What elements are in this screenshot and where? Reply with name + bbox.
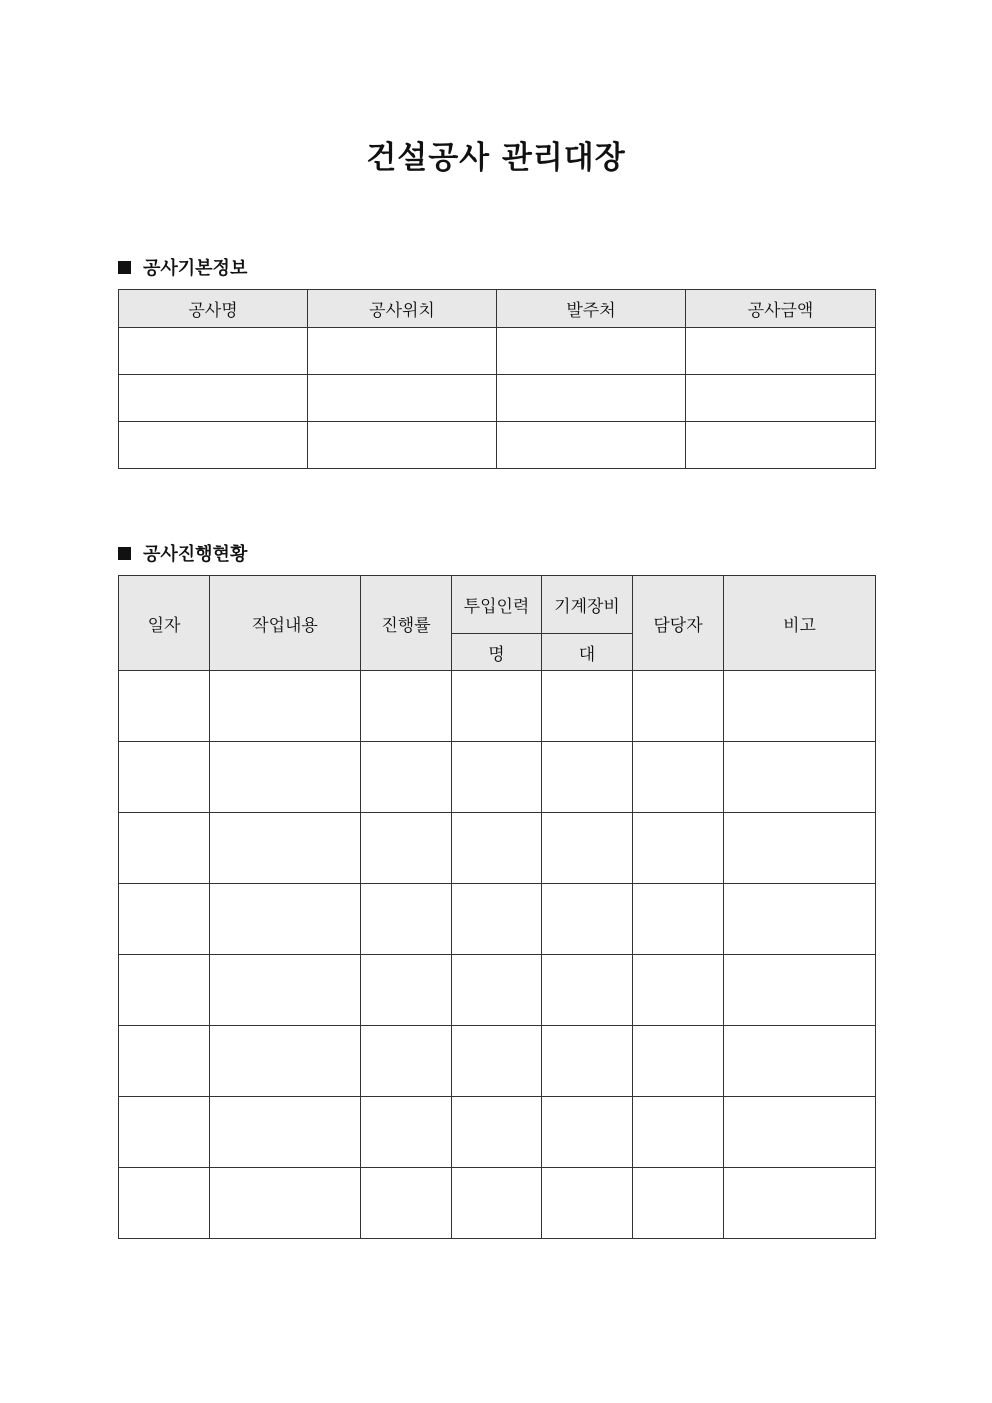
equipment-cell[interactable]: [542, 1168, 633, 1239]
header-project-location: 공사위치: [308, 290, 497, 328]
equipment-cell[interactable]: [542, 671, 633, 742]
note-cell[interactable]: [724, 1097, 876, 1168]
labor-cell[interactable]: [452, 671, 542, 742]
project-name-cell[interactable]: [119, 375, 308, 422]
progress-rate-cell[interactable]: [361, 813, 452, 884]
header-equipment-unit: 대: [542, 634, 633, 671]
section-heading-basic-info: [118, 254, 247, 280]
header-work-content: 작업내용: [210, 576, 361, 671]
note-cell[interactable]: [724, 884, 876, 955]
header-manager: 담당자: [633, 576, 724, 671]
table-row: [119, 955, 876, 1026]
work-content-cell[interactable]: [210, 813, 361, 884]
header-contract-amount: 공사금액: [686, 290, 876, 328]
header-client: 발주처: [497, 290, 686, 328]
progress-header-row: [119, 576, 876, 634]
equipment-cell[interactable]: [542, 955, 633, 1026]
client-cell[interactable]: [497, 422, 686, 469]
note-cell[interactable]: [724, 813, 876, 884]
manager-cell[interactable]: [633, 742, 724, 813]
table-row: [119, 422, 876, 469]
header-date: 일자: [119, 576, 210, 671]
manager-cell[interactable]: [633, 1168, 724, 1239]
project-location-cell[interactable]: [308, 375, 497, 422]
header-labor-unit: 명: [452, 634, 542, 671]
labor-cell[interactable]: [452, 1097, 542, 1168]
contract-amount-cell[interactable]: [686, 375, 876, 422]
project-name-cell[interactable]: [119, 328, 308, 375]
manager-cell[interactable]: [633, 1026, 724, 1097]
date-cell[interactable]: [119, 1026, 210, 1097]
table-row: [119, 742, 876, 813]
date-cell[interactable]: [119, 955, 210, 1026]
date-cell[interactable]: [119, 1097, 210, 1168]
labor-cell[interactable]: [452, 742, 542, 813]
progress-rate-cell[interactable]: [361, 1097, 452, 1168]
labor-cell[interactable]: [452, 813, 542, 884]
labor-cell[interactable]: [452, 884, 542, 955]
work-content-cell[interactable]: [210, 1097, 361, 1168]
progress-rate-cell[interactable]: [361, 1026, 452, 1097]
note-cell[interactable]: [724, 1026, 876, 1097]
work-content-cell[interactable]: [210, 1168, 361, 1239]
progress-table: [118, 575, 876, 1239]
manager-cell[interactable]: [633, 671, 724, 742]
header-project-name: 공사명: [119, 290, 308, 328]
manager-cell[interactable]: [633, 955, 724, 1026]
labor-cell[interactable]: [452, 1168, 542, 1239]
square-bullet-icon: [118, 547, 131, 560]
date-cell[interactable]: [119, 813, 210, 884]
equipment-cell[interactable]: [542, 884, 633, 955]
progress-rate-cell[interactable]: [361, 1168, 452, 1239]
project-location-cell[interactable]: [308, 422, 497, 469]
equipment-cell[interactable]: [542, 813, 633, 884]
section-heading-basic-info-label: 공사기본정보: [143, 258, 248, 279]
contract-amount-cell[interactable]: [686, 422, 876, 469]
work-content-cell[interactable]: [210, 671, 361, 742]
square-bullet-icon: [118, 261, 131, 274]
work-content-cell[interactable]: [210, 884, 361, 955]
date-cell[interactable]: [119, 884, 210, 955]
date-cell[interactable]: [119, 1168, 210, 1239]
labor-cell[interactable]: [452, 955, 542, 1026]
progress-rate-cell[interactable]: [361, 955, 452, 1026]
note-cell[interactable]: [724, 742, 876, 813]
equipment-cell[interactable]: [542, 1097, 633, 1168]
labor-cell[interactable]: [452, 1026, 542, 1097]
note-cell[interactable]: [724, 955, 876, 1026]
note-cell[interactable]: [724, 1168, 876, 1239]
work-content-cell[interactable]: [210, 1026, 361, 1097]
table-row: [119, 884, 876, 955]
section-heading-progress-label: 공사진행현황: [143, 544, 248, 565]
header-labor: 투입인력: [452, 576, 542, 634]
basic-info-table: [118, 289, 876, 469]
table-row: [119, 1168, 876, 1239]
progress-rate-cell[interactable]: [361, 742, 452, 813]
header-equipment: 기계장비: [542, 576, 633, 634]
header-note: 비고: [724, 576, 876, 671]
project-location-cell[interactable]: [308, 328, 497, 375]
date-cell[interactable]: [119, 742, 210, 813]
date-cell[interactable]: [119, 671, 210, 742]
table-row: [119, 671, 876, 742]
work-content-cell[interactable]: [210, 742, 361, 813]
table-row: [119, 813, 876, 884]
equipment-cell[interactable]: [542, 1026, 633, 1097]
manager-cell[interactable]: [633, 884, 724, 955]
table-row: [119, 1026, 876, 1097]
note-cell[interactable]: [724, 671, 876, 742]
contract-amount-cell[interactable]: [686, 328, 876, 375]
progress-rate-cell[interactable]: [361, 884, 452, 955]
equipment-cell[interactable]: [542, 742, 633, 813]
basic-info-header-row: [119, 290, 876, 328]
client-cell[interactable]: [497, 328, 686, 375]
document-title: 건설공사 관리대장: [366, 140, 626, 176]
manager-cell[interactable]: [633, 813, 724, 884]
work-content-cell[interactable]: [210, 955, 361, 1026]
manager-cell[interactable]: [633, 1097, 724, 1168]
table-row: [119, 1097, 876, 1168]
section-heading-progress: [118, 540, 247, 566]
progress-rate-cell[interactable]: [361, 671, 452, 742]
table-row: [119, 328, 876, 375]
client-cell[interactable]: [497, 375, 686, 422]
project-name-cell[interactable]: [119, 422, 308, 469]
table-row: [119, 375, 876, 422]
header-progress-rate: 진행률: [361, 576, 452, 671]
